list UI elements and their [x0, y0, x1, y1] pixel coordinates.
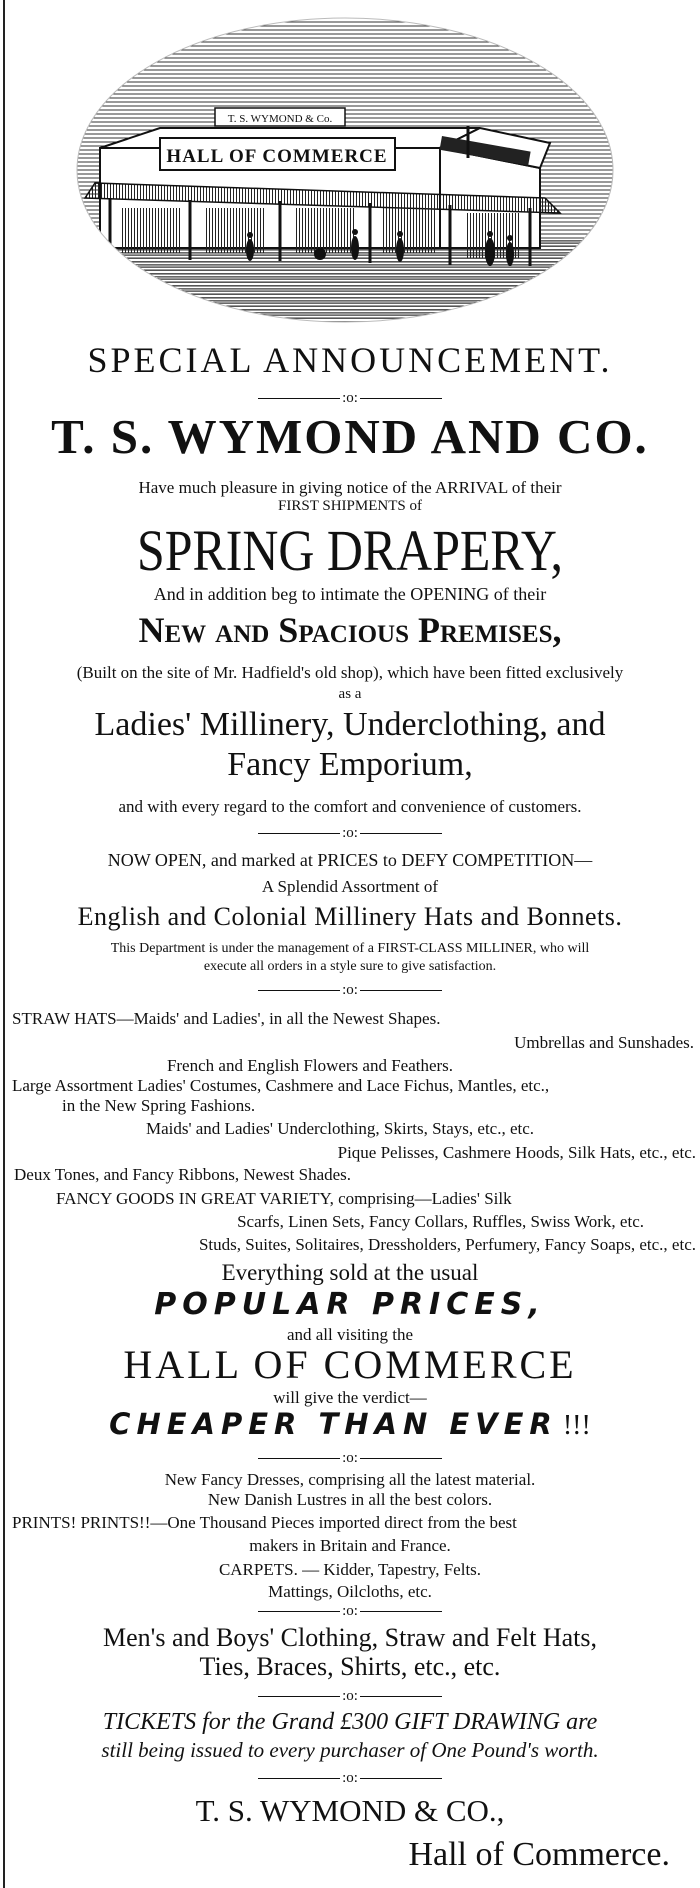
carpets-line-1: CARPETS. — Kidder, Tapestry, Felts.	[218, 1560, 482, 1579]
separator-mark: :o:	[342, 389, 358, 406]
separator	[0, 1686, 700, 1705]
emporium-line-1: Ladies' Millinery, Underclothing, and	[94, 706, 606, 743]
everything-sold-line: Everything sold at the usual	[221, 1260, 479, 1285]
goods-line: Deux Tones, and Fancy Ribbons, Newest Shades.	[14, 1165, 352, 1184]
signboard-main-text: HALL OF COMMERCE	[166, 146, 388, 167]
goods-line: Scarfs, Linen Sets, Fancy Collars, Ruffles, Swiss Work, etc.	[237, 1212, 644, 1231]
popular-prices-heading: POPULAR PRICES,	[154, 1287, 546, 1322]
signboard-top-text: T. S. WYMOND & Co.	[227, 113, 333, 125]
signature-place: Hall of Commerce.	[408, 1836, 670, 1873]
separator-mark: :o:	[342, 1602, 358, 1619]
comfort-line: and with every regard to the comfort and convenience of customers.	[118, 797, 582, 816]
goods-line: Umbrellas and Sunshades.	[514, 1033, 694, 1052]
separator	[0, 980, 700, 999]
separator-mark: :o:	[342, 1449, 358, 1466]
visiting-line: and all visiting the	[286, 1325, 414, 1344]
now-open-line: NOW OPEN, and marked at PRICES to DEFY COMPETITION—	[107, 850, 593, 870]
separator-mark: :o:	[342, 1769, 358, 1786]
dresses-line-2: New Danish Lustres in all the best colors.	[207, 1490, 493, 1509]
separator	[0, 1601, 700, 1620]
tickets-line-2: still being issued to every purchaser of One Pound's worth.	[101, 1738, 599, 1762]
spring-drapery-heading: SPRING DRAPERY,	[137, 518, 563, 583]
splendid-line: A Splendid Assortment of	[261, 877, 439, 896]
separator	[0, 1448, 700, 1467]
store-illustration	[70, 8, 620, 326]
separator	[0, 1768, 700, 1787]
separator-mark: :o:	[342, 824, 358, 841]
company-name: T. S. WYMOND AND CO.	[51, 409, 649, 464]
separator	[0, 388, 700, 407]
emporium-line-2: Fancy Emporium,	[227, 746, 473, 783]
intro-line-1: Have much pleasure in giving notice of the ARRIVAL of their	[138, 478, 562, 497]
mens-line-1: Men's and Boys' Clothing, Straw and Felt Hats,	[103, 1623, 597, 1652]
prints-line-1: PRINTS! PRINTS!!—One Thousand Pieces imported direct from the best	[12, 1513, 517, 1532]
verdict-line: will give the verdict—	[273, 1388, 427, 1407]
separator-mark: :o:	[342, 1687, 358, 1704]
goods-line: French and English Flowers and Feathers.	[166, 1056, 454, 1075]
department-line-1: This Department is under the management of a FIRST-CLASS MILLINER, who will	[110, 941, 590, 956]
separator-mark: :o:	[342, 981, 358, 998]
goods-line: Pique Pelisses, Cashmere Hoods, Silk Hats, etc., etc.	[337, 1143, 696, 1162]
prints-line-2: makers in Britain and France.	[249, 1536, 451, 1555]
cheaper-line	[0, 1407, 700, 1441]
dresses-line-1: New Fancy Dresses, comprising all the latest material.	[164, 1470, 536, 1489]
intro-line-2: FIRST SHIPMENTS of	[278, 498, 422, 514]
goods-line: STRAW HATS—Maids' and Ladies', in all the Newest Shapes.	[12, 1009, 441, 1028]
cheaper-than-ever: CHEAPER THAN EVER	[109, 1407, 558, 1441]
headline: SPECIAL ANNOUNCEMENT.	[87, 340, 613, 380]
department-line-2: execute all orders in a style sure to give satisfaction.	[203, 959, 497, 974]
cheaper-exclaim: !!!	[562, 1410, 591, 1441]
goods-line: Studs, Suites, Solitaires, Dressholders, Perfumery, Fancy Soaps, etc., etc.	[198, 1235, 696, 1254]
premises-title: New and Spacious Premises,	[138, 610, 562, 650]
signature-company: T. S. WYMOND & CO.,	[195, 1793, 505, 1828]
hall-of-commerce-heading: HALL OF COMMERCE	[123, 1342, 577, 1387]
separator	[0, 823, 700, 842]
built-line-2: as a	[338, 686, 362, 702]
goods-line: in the New Spring Fashions.	[62, 1096, 256, 1115]
millinery-heading: English and Colonial Millinery Hats and Bonnets.	[77, 902, 623, 931]
goods-line: FANCY GOODS IN GREAT VARIETY, comprising—Ladies' Silk	[56, 1189, 512, 1208]
built-line-1: (Built on the site of Mr. Hadfield's old shop), which have been fitted exclusively	[76, 663, 624, 682]
goods-line: Large Assortment Ladies' Costumes, Cashmere and Lace Fichus, Mantles, etc.,	[12, 1076, 550, 1095]
goods-line: Maids' and Ladies' Underclothing, Skirts, Stays, etc., etc.	[145, 1119, 535, 1138]
carpets-line-2: Mattings, Oilcloths, etc.	[268, 1582, 432, 1601]
tickets-line-1: TICKETS for the Grand £300 GIFT DRAWING are	[102, 1709, 598, 1735]
mens-line-2: Ties, Braces, Shirts, etc., etc.	[199, 1652, 501, 1681]
opening-line: And in addition beg to intimate the OPENING of their	[153, 584, 547, 604]
